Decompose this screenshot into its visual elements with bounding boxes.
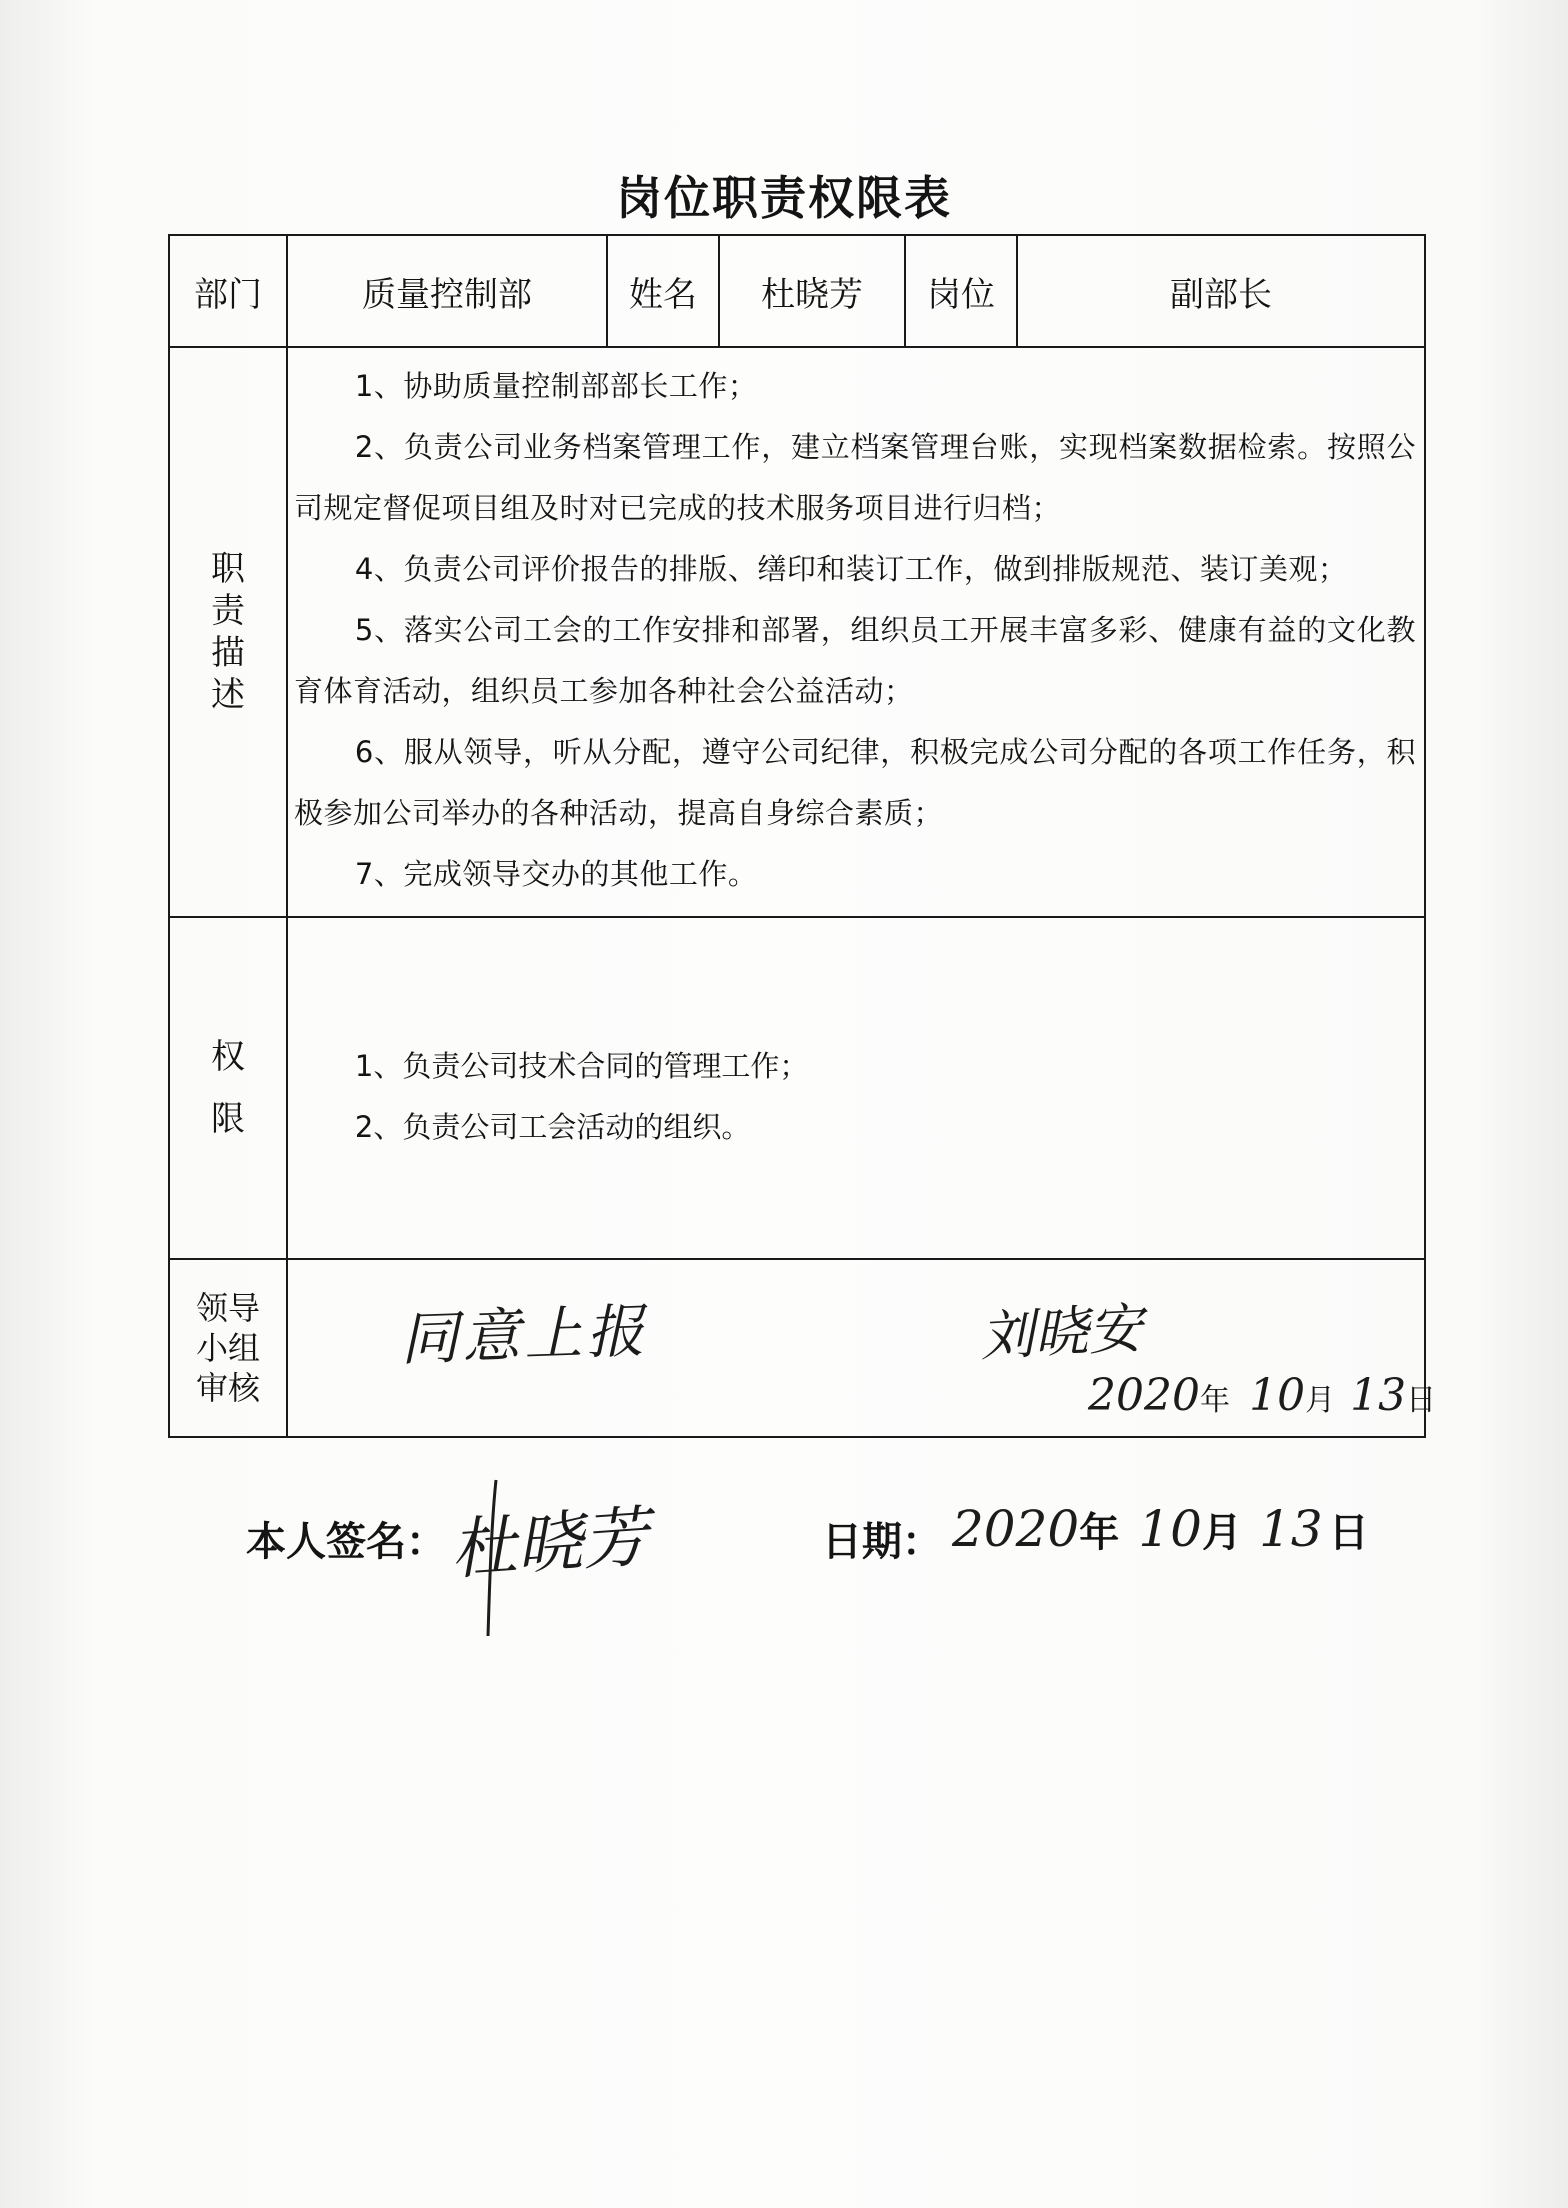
- dept-value: 质量控制部: [287, 235, 607, 347]
- signature-stroke: [478, 1478, 508, 1638]
- duty-item: 2、负责公司业务档案管理工作，建立档案管理台账，实现档案数据检索。按照公司规定督促项目组及时对已完成的技术服务项目进行归档；: [294, 430, 1416, 525]
- review-label: 领导 小组 审核: [169, 1259, 287, 1437]
- authority-item: 1、负责公司技术合同的管理工作；: [354, 1049, 809, 1083]
- duty-item: 6、服从领导，听从分配，遵守公司纪律，积极完成公司分配的各项工作任务，积极参加公司举办的各种活动，提高自身综合素质；: [294, 735, 1416, 830]
- personal-signature: 杜晓芳: [447, 1498, 651, 1589]
- duty-item: 5、落实公司工会的工作安排和部署，组织员工开展丰富多彩、健康有益的文化教育体育活动，组织员工参加各种社会公益活动；: [294, 613, 1416, 708]
- duties-table: [168, 234, 1437, 1438]
- post-label: 岗位: [905, 235, 1017, 347]
- review-row: [169, 1259, 1425, 1437]
- post-value: 副部长: [1017, 235, 1425, 347]
- review-comment: 同意上报: [399, 1296, 650, 1374]
- authority-item: 2、负责公司工会活动的组织。: [354, 1110, 751, 1144]
- date-label: 日期：: [822, 1518, 942, 1565]
- name-label: 姓名: [607, 235, 719, 347]
- page-title: 岗位职责权限表: [616, 171, 952, 225]
- authority-label: 权 限: [169, 917, 287, 1259]
- duty-item: 4、负责公司评价报告的排版、缮印和装订工作，做到排版规范、装订美观；: [354, 552, 1348, 586]
- review-content: [287, 1259, 1437, 1437]
- duties-content: [287, 347, 1425, 917]
- duties-label: 职 责 描 述: [169, 347, 287, 917]
- footer-date: 2020年 10月 13 日: [952, 1500, 1369, 1558]
- name-value: 杜晓芳: [719, 235, 905, 347]
- review-date: 2020年 10月 13日: [1088, 1370, 1437, 1421]
- review-signer: 刘晓安: [978, 1296, 1144, 1369]
- dept-label: 部门: [169, 235, 287, 347]
- header-row: [169, 235, 1425, 347]
- duties-row: [169, 347, 1425, 917]
- duty-item: 1、协助质量控制部部长工作；: [354, 369, 758, 403]
- signature-label: 本人签名：: [246, 1518, 446, 1565]
- duty-item: 7、完成领导交办的其他工作。: [354, 857, 758, 891]
- authority-row: [169, 917, 1425, 1259]
- authority-content: [287, 917, 1425, 1259]
